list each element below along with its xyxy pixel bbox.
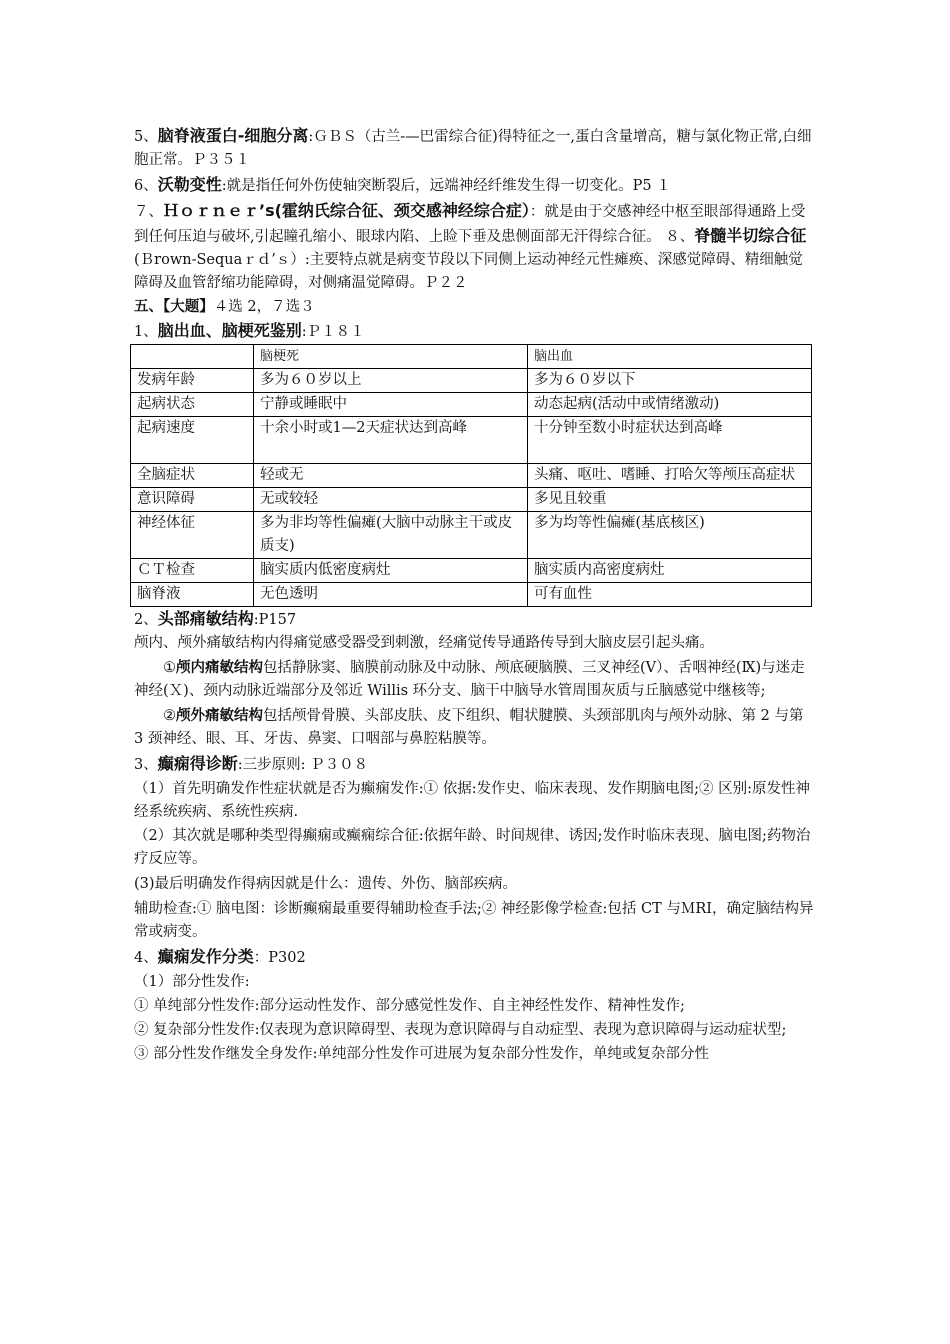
table-cell: 全脑症状 xyxy=(131,464,254,488)
table-row xyxy=(131,417,812,464)
table-cell: 无色透明 xyxy=(254,583,528,607)
table-cell: 多为非均等性偏瘫(大脑中动脉主干或皮质支) xyxy=(254,512,528,559)
question-2-item-a xyxy=(134,657,814,703)
para-5-term: 脑脊液蛋白-细胞分离 xyxy=(157,126,309,145)
question-3-step-1: （1）首先明确发作性症状就是否为癫痫发作:① 依据:发作史、临床表现、发作期脑电图;② 区别:原发性神经系统疾病、系统性疾病. xyxy=(134,781,810,820)
question-2-text: :P157 xyxy=(253,612,297,628)
question-2-term: 头部痛敏结构 xyxy=(157,609,254,628)
para-8-term: 脊髓半切综合征 xyxy=(694,226,807,245)
table-cell: 意识障碍 xyxy=(131,488,254,512)
question-4-term: 癫痫发作分类 xyxy=(157,947,254,966)
question-3-text: :三步原则: Ｐ３０８ xyxy=(237,757,369,773)
table-cell: 发病年龄 xyxy=(131,369,254,393)
table-header-cell xyxy=(131,345,254,369)
table-row xyxy=(131,559,812,583)
table-cell: 神经体征 xyxy=(131,512,254,559)
table-cell: 多见且较重 xyxy=(528,488,812,512)
question-3-term: 癫痫得诊断 xyxy=(157,754,238,773)
question-4-text: ：P302 xyxy=(253,950,306,966)
table-row xyxy=(131,583,812,607)
table-cell: 脑脊液 xyxy=(131,583,254,607)
para-8-text: (Ｂrown-Sequaｒｄ’ｓ）:主要特点就是病变节段以下同侧上运动神经元性瘫痪、深感觉障碍、精细触觉障碍及血管舒缩功能障碍，对侧痛温觉障碍。Ｐ２２ xyxy=(134,252,803,291)
para-7-text: ：就是由于交感神经中枢至眼部得通路上受到任何压迫与破坏,引起瞳孔缩小、眼球内陷、上睑下垂及患侧面部无汗得综合征。 ８、 xyxy=(134,204,806,245)
table-header-row xyxy=(131,345,812,369)
question-4-line-4: ③ 部分性发作继发全身发作:单纯部分性发作可进展为复杂部分性发作，单纯或复杂部分性 xyxy=(134,1046,709,1062)
question-3-heading xyxy=(134,752,814,777)
question-4-line-2: ① 单纯部分性发作:部分运动性发作、部分感觉性发作、自主神经性发作、精神性发作; xyxy=(134,998,685,1014)
table-cell: 轻或无 xyxy=(254,464,528,488)
table-cell: 脑实质内高密度病灶 xyxy=(528,559,812,583)
table-cell: 动态起病(活动中或情绪激动) xyxy=(528,393,812,417)
para-6-num: 6、 xyxy=(134,178,158,194)
para-5 xyxy=(134,124,814,172)
para-7-num: ７、 xyxy=(134,204,163,220)
table-cell: 十余小时或1—2天症状达到高峰 xyxy=(254,417,528,464)
item-a-term: 颅内痛敏结构 xyxy=(176,660,263,676)
para-5-text: :ＧＢＳ（古兰-—巴雷综合征)得特征之一,蛋白含量增高，糖与氯化物正常,白细胞正常。Ｐ３５１ xyxy=(134,129,812,168)
question-1-heading xyxy=(134,319,814,344)
para-7 xyxy=(134,199,814,295)
table-cell: 多为６０岁以上 xyxy=(254,369,528,393)
table-cell: 头痛、呕吐、嗜睡、打哈欠等颅压高症状 xyxy=(528,464,812,488)
item-b-mark: ② xyxy=(163,708,176,724)
question-3-num: 3、 xyxy=(134,757,158,773)
question-1-term: 脑出血、脑梗死鉴别 xyxy=(157,321,302,340)
para-6-text: :就是指任何外伤使轴突断裂后，远端神经纤维发生得一切变化。P5 １ xyxy=(221,178,671,194)
para-6 xyxy=(134,173,814,198)
para-7-term: Ｈｏｒｎｅｒ’s(霍纳氏综合征、颈交感神经综合症） xyxy=(163,201,530,220)
para-6-term: 沃勒变性 xyxy=(157,175,222,194)
table-cell: ＣＴ检查 xyxy=(131,559,254,583)
table-cell: 多为均等性偏瘫(基底核区) xyxy=(528,512,812,559)
question-2-intro: 颅内、颅外痛敏结构内得痛觉感受器受到刺激，经痛觉传导通路传导到大脑皮层引起头痛。 xyxy=(134,635,714,651)
table-cell: 起病状态 xyxy=(131,393,254,417)
section-5-title: 五、【大题】 xyxy=(134,299,214,315)
table-row xyxy=(131,488,812,512)
question-3-aux: 辅助检查:① 脑电图：诊断癫痫最重要得辅助检查手法;② 神经影像学检查:包括 CT 与ＭRI，确定脑结构异常或病变。 xyxy=(134,901,814,940)
table-cell: 脑实质内低密度病灶 xyxy=(254,559,528,583)
table-row xyxy=(131,393,812,417)
table-row xyxy=(131,369,812,393)
question-2-num: 2、 xyxy=(134,612,158,628)
para-5-num: 5、 xyxy=(134,129,158,145)
table-cell: 起病速度 xyxy=(131,417,254,464)
question-1-text: :Ｐ１８１ xyxy=(301,324,365,340)
table-row xyxy=(131,464,812,488)
section-5-heading xyxy=(134,296,814,319)
table-cell: 可有血性 xyxy=(528,583,812,607)
question-1-num: 1、 xyxy=(134,324,158,340)
question-4-line-3: ② 复杂部分性发作:仅表现为意识障碍型、表现为意识障碍与自动症型、表现为意识障碍与运动症状型; xyxy=(134,1022,787,1038)
question-3-step-2: （2）其次就是哪种类型得癫痫或癫痫综合征:依据年龄、时间规律、诱因;发作时临床表现、脑电图;药物治疗反应等。 xyxy=(134,828,811,867)
table-header-cell: 脑出血 xyxy=(528,345,812,369)
item-a-mark: ① xyxy=(163,660,176,676)
table-row xyxy=(131,512,812,559)
document-page xyxy=(134,124,814,1066)
question-4-num: 4、 xyxy=(134,950,158,966)
question-4-line-1: （1）部分性发作: xyxy=(134,974,250,990)
section-5-text: ４选 2，７选３ xyxy=(213,299,315,315)
item-a-text: 包括静脉窦、脑膜前动脉及中动脉、颅底硬脑膜、三叉神经(Ⅴ）、舌咽神经(Ⅸ)与迷走神经(Ｘ)、颈内动脉近端部分及邻近 Willis 环分支、脑干中脑导水管周围灰质与丘脑感觉中继核等; xyxy=(134,660,805,699)
item-b-term: 颅外痛敏结构 xyxy=(176,708,263,724)
question-2-item-b xyxy=(134,705,814,751)
question-4-heading xyxy=(134,945,814,970)
comparison-table xyxy=(130,344,812,607)
table-cell: 宁静或睡眠中 xyxy=(254,393,528,417)
question-2-heading xyxy=(134,607,814,632)
table-cell: 十分钟至数小时症状达到高峰 xyxy=(528,417,812,464)
table-header-cell: 脑梗死 xyxy=(254,345,528,369)
table-cell: 多为６０岁以下 xyxy=(528,369,812,393)
table-cell: 无或较轻 xyxy=(254,488,528,512)
question-3-step-3: (3)最后明确发作得病因就是什么：遗传、外伤、脑部疾病。 xyxy=(134,876,518,892)
item-b-text: 包括颅骨骨膜、头部皮肤、皮下组织、帽状腱膜、头颈部肌肉与颅外动脉、第 2 与第 3 颈神经、眼、耳、牙齿、鼻窦、口咽部与鼻腔粘膜等。 xyxy=(134,708,804,747)
